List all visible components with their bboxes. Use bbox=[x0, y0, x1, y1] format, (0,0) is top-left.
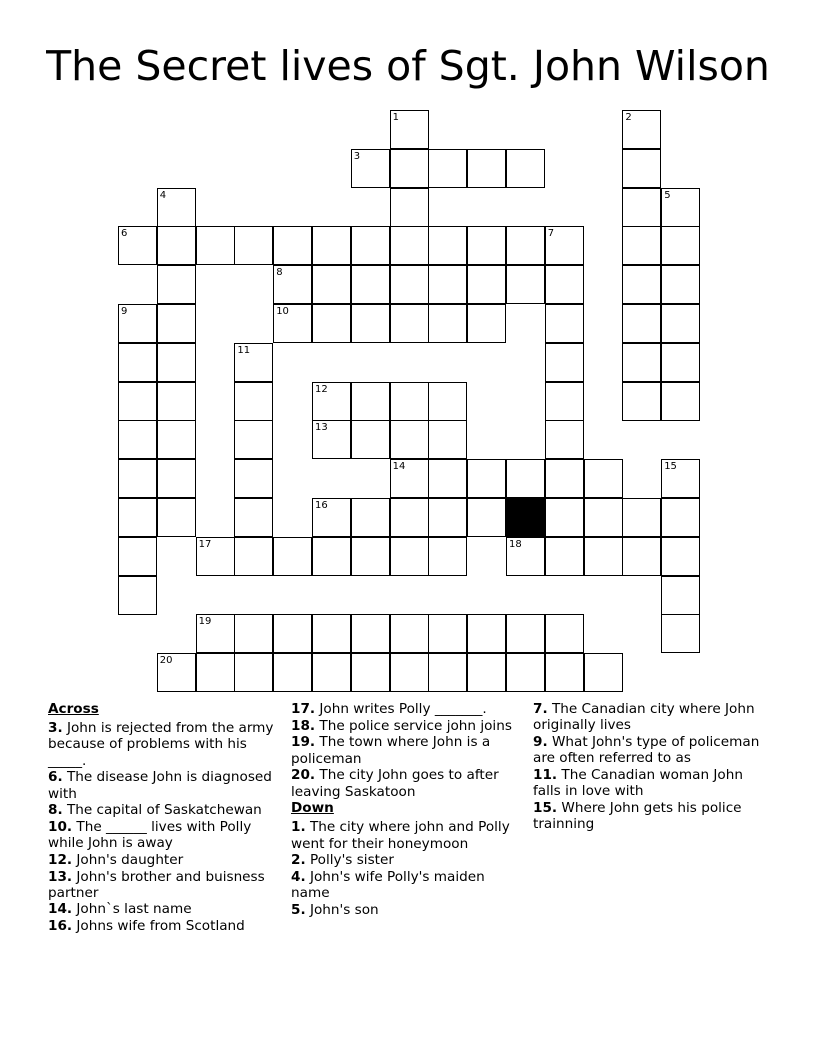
clue-number: 15 bbox=[664, 461, 677, 473]
crossword-cell[interactable] bbox=[157, 459, 196, 498]
crossword-cell[interactable] bbox=[506, 265, 545, 304]
clue-item bbox=[48, 901, 284, 917]
crossword-cell[interactable] bbox=[506, 459, 545, 498]
clue-item-text: The Canadian woman John falls in love with bbox=[533, 766, 743, 800]
crossword-cell[interactable] bbox=[196, 537, 235, 576]
crossword-cell[interactable] bbox=[545, 653, 584, 692]
crossword-cell[interactable] bbox=[196, 653, 235, 692]
crossword-cell[interactable] bbox=[390, 420, 429, 459]
crossword-cell[interactable] bbox=[118, 537, 157, 576]
clue-item-number: 5. bbox=[291, 901, 306, 918]
clue-item bbox=[291, 718, 527, 734]
clue-item-text: The disease John is diagnosed with bbox=[48, 769, 272, 802]
clue-item bbox=[291, 902, 527, 918]
crossword-cell[interactable] bbox=[622, 304, 661, 343]
clue-item-number: 6. bbox=[48, 769, 63, 786]
crossword-cell[interactable] bbox=[390, 614, 429, 653]
clue-item-number: 15. bbox=[533, 799, 558, 816]
crossword-cell[interactable] bbox=[390, 459, 429, 498]
clue-number: 19 bbox=[198, 616, 212, 628]
clue-item-text: The city where john and Polly went for their honeymoon bbox=[291, 819, 510, 852]
clue-item bbox=[48, 720, 284, 769]
crossword-cell[interactable] bbox=[545, 382, 584, 421]
crossword-cell[interactable] bbox=[545, 226, 584, 265]
clue-item-number: 9. bbox=[533, 733, 548, 750]
crossword-cell[interactable] bbox=[234, 537, 273, 576]
crossword-cell[interactable] bbox=[390, 537, 429, 576]
crossword-cell[interactable] bbox=[467, 614, 506, 653]
crossword-cell[interactable] bbox=[157, 304, 196, 343]
crossword-cell[interactable] bbox=[157, 653, 196, 692]
clue-item-number: 8. bbox=[48, 802, 63, 819]
crossword-cell[interactable] bbox=[351, 420, 390, 459]
crossword-cell[interactable] bbox=[584, 459, 623, 498]
clue-section-header: Across bbox=[48, 701, 99, 717]
crossword-cell[interactable] bbox=[661, 226, 700, 265]
clue-item-number: 2. bbox=[291, 852, 306, 869]
clue-number: 10 bbox=[276, 306, 289, 317]
clue-item bbox=[48, 852, 284, 868]
clue-column-3 bbox=[533, 701, 769, 833]
clue-item bbox=[533, 800, 769, 832]
crossword-cell[interactable] bbox=[545, 614, 584, 653]
crossword-cell[interactable] bbox=[467, 459, 506, 498]
clue-number: 14 bbox=[392, 461, 406, 473]
crossword-cell[interactable] bbox=[622, 537, 661, 576]
clue-item-text: What John's type of policeman are often referred to as bbox=[533, 733, 760, 767]
clue-item-number: 12. bbox=[48, 851, 73, 868]
crossword-cell[interactable] bbox=[467, 149, 506, 188]
crossword-cell[interactable] bbox=[312, 265, 351, 304]
clue-item bbox=[48, 918, 284, 934]
clue-item bbox=[48, 869, 284, 901]
crossword-cell[interactable] bbox=[428, 382, 467, 421]
clue-item bbox=[291, 819, 527, 851]
crossword-cell[interactable] bbox=[661, 382, 700, 421]
crossword-cell[interactable] bbox=[661, 188, 700, 227]
crossword-cell[interactable] bbox=[234, 420, 273, 459]
clue-item-number: 7. bbox=[533, 701, 548, 717]
crossword-cell[interactable] bbox=[234, 226, 273, 265]
clue-item-text: John`s last name bbox=[72, 901, 192, 918]
crossword-cell[interactable] bbox=[234, 614, 273, 653]
clue-item-number: 19. bbox=[291, 734, 316, 751]
clue-item-number: 20. bbox=[291, 767, 316, 784]
clue-item-text: John's son bbox=[305, 901, 379, 918]
clue-number: 20 bbox=[159, 655, 173, 667]
clue-item-number: 18. bbox=[291, 717, 316, 734]
clue-item-number: 13. bbox=[48, 868, 73, 885]
clue-item bbox=[533, 701, 769, 733]
crossword-cell[interactable] bbox=[622, 343, 661, 382]
crossword-cell[interactable] bbox=[157, 226, 196, 265]
clue-number: 2 bbox=[625, 112, 632, 123]
clue-item bbox=[291, 734, 527, 766]
clue-item-number: 16. bbox=[48, 918, 73, 935]
clue-item-text: John's wife Polly's maiden name bbox=[291, 869, 485, 902]
crossword-cell[interactable] bbox=[622, 265, 661, 304]
clue-number: 8 bbox=[276, 267, 283, 279]
crossword-cell[interactable] bbox=[157, 498, 196, 537]
crossword-cell[interactable] bbox=[545, 343, 584, 382]
crossword-cell[interactable] bbox=[234, 459, 273, 498]
clue-number: 5 bbox=[664, 189, 671, 201]
crossword-cell[interactable] bbox=[428, 653, 467, 692]
crossword-cell[interactable] bbox=[584, 537, 623, 576]
crossword-cell[interactable] bbox=[428, 498, 467, 537]
page-title: The Secret lives of Sgt. John Wilson bbox=[46, 42, 770, 90]
crossword-cell[interactable] bbox=[312, 653, 351, 692]
crossword-cell[interactable] bbox=[312, 304, 351, 343]
clue-item bbox=[533, 767, 769, 799]
clue-number: 18 bbox=[509, 538, 522, 550]
clue-item-text: The city John goes to after leaving Saskatoon bbox=[291, 767, 499, 800]
crossword-cell[interactable] bbox=[584, 653, 623, 692]
crossword-cell[interactable] bbox=[661, 343, 700, 382]
crossword-cell[interactable] bbox=[661, 265, 700, 304]
clue-item-text: Polly's sister bbox=[305, 852, 394, 869]
crossword-cell[interactable] bbox=[661, 459, 700, 498]
crossword-cell[interactable] bbox=[506, 226, 545, 265]
clue-item-text: The police service john joins bbox=[315, 717, 512, 734]
crossword-cell[interactable] bbox=[584, 498, 623, 537]
crossword-cell[interactable] bbox=[622, 382, 661, 421]
clue-item bbox=[291, 767, 527, 799]
crossword-cell[interactable] bbox=[273, 537, 312, 576]
clue-number: 7 bbox=[547, 228, 555, 240]
crossword-cell[interactable] bbox=[351, 498, 390, 537]
crossword-cell[interactable] bbox=[390, 265, 429, 304]
crossword-cell[interactable] bbox=[428, 420, 467, 459]
crossword-cell[interactable] bbox=[661, 304, 700, 343]
crossword-cell[interactable] bbox=[273, 653, 312, 692]
clue-item-number: 4. bbox=[291, 869, 306, 886]
clue-number: 6 bbox=[121, 228, 128, 240]
crossword-cell[interactable] bbox=[312, 498, 351, 537]
clue-item-text: Where John gets his police trainning bbox=[533, 799, 742, 832]
crossword-cell[interactable] bbox=[545, 459, 584, 498]
crossword-cell[interactable] bbox=[390, 653, 429, 692]
clue-item-text: John's brother and buisness partner bbox=[48, 868, 265, 901]
crossword-cell[interactable] bbox=[118, 420, 157, 459]
crossword-cell[interactable] bbox=[157, 343, 196, 382]
crossword-cell[interactable] bbox=[351, 382, 390, 421]
crossword-cell[interactable] bbox=[622, 498, 661, 537]
crossword-cell[interactable] bbox=[545, 537, 584, 576]
crossword-cell[interactable] bbox=[390, 226, 429, 265]
crossword-cell[interactable] bbox=[661, 498, 700, 537]
clue-item bbox=[533, 734, 769, 766]
clue-item-text: The ______ lives with Polly while John is away bbox=[48, 818, 252, 852]
crossword-cell[interactable] bbox=[312, 226, 351, 265]
crossword-cell[interactable] bbox=[428, 614, 467, 653]
crossword-cell[interactable] bbox=[428, 226, 467, 265]
crossword-cell[interactable] bbox=[467, 304, 506, 343]
crossword-cell[interactable] bbox=[351, 614, 390, 653]
crossword-cell[interactable] bbox=[118, 576, 157, 615]
clue-item-number: 11. bbox=[533, 766, 558, 783]
crossword-cell[interactable] bbox=[273, 304, 312, 343]
crossword-cell[interactable] bbox=[196, 614, 235, 653]
clue-item-text: John is rejected from the army because of problems with his _____. bbox=[48, 720, 274, 769]
crossword-cell[interactable] bbox=[428, 459, 467, 498]
clue-item-text: John writes Polly _______. bbox=[315, 701, 487, 717]
crossword-cell[interactable] bbox=[234, 498, 273, 537]
crossword-cell[interactable] bbox=[506, 537, 545, 576]
crossword-cell[interactable] bbox=[428, 304, 467, 343]
crossword-cell[interactable] bbox=[234, 653, 273, 692]
clue-item bbox=[48, 819, 284, 851]
crossword-cell[interactable] bbox=[506, 653, 545, 692]
crossword-cell[interactable] bbox=[467, 498, 506, 537]
clue-item-number: 17. bbox=[291, 701, 316, 717]
crossword-cell[interactable] bbox=[428, 265, 467, 304]
crossword-cell[interactable] bbox=[390, 188, 429, 227]
crossword-cell[interactable] bbox=[390, 110, 429, 149]
crossword-cell[interactable] bbox=[351, 537, 390, 576]
crossword-cell[interactable] bbox=[467, 265, 506, 304]
clue-number: 17 bbox=[198, 538, 212, 550]
crossword-cell[interactable] bbox=[622, 226, 661, 265]
clue-number: 4 bbox=[159, 189, 167, 201]
crossword-cell[interactable] bbox=[351, 265, 390, 304]
crossword-cell[interactable] bbox=[118, 343, 157, 382]
clue-number: 9 bbox=[121, 306, 128, 317]
crossword-cell[interactable] bbox=[661, 537, 700, 576]
crossword-cell[interactable] bbox=[118, 459, 157, 498]
crossword-cell[interactable] bbox=[312, 420, 351, 459]
crossword-cell[interactable] bbox=[390, 498, 429, 537]
clue-number: 11 bbox=[237, 344, 251, 356]
clue-item-number: 10. bbox=[48, 818, 73, 835]
crossword-cell[interactable] bbox=[622, 110, 661, 149]
crossword-cell[interactable] bbox=[506, 149, 545, 188]
clue-item bbox=[291, 869, 527, 901]
crossword-cell[interactable] bbox=[234, 382, 273, 421]
crossword-cell[interactable] bbox=[312, 537, 351, 576]
crossword-cell[interactable] bbox=[273, 614, 312, 653]
crossword-cell[interactable] bbox=[157, 188, 196, 227]
clue-item bbox=[48, 802, 284, 818]
crossword-cell[interactable] bbox=[118, 226, 157, 265]
crossword-cell[interactable] bbox=[661, 614, 700, 653]
clue-item bbox=[48, 769, 284, 801]
crossword-cell[interactable] bbox=[622, 188, 661, 227]
crossword-cell[interactable] bbox=[351, 304, 390, 343]
clue-number: 16 bbox=[315, 500, 328, 511]
clue-number: 1 bbox=[392, 112, 399, 123]
clue-item-text: The town where John is a policeman bbox=[291, 734, 491, 767]
crossword-cell[interactable] bbox=[351, 226, 390, 265]
crossword-cell[interactable] bbox=[545, 498, 584, 537]
clue-number: 13 bbox=[315, 422, 328, 434]
crossword-cell[interactable] bbox=[157, 420, 196, 459]
clue-item bbox=[291, 701, 527, 717]
crossword-cell[interactable] bbox=[351, 149, 390, 188]
clue-item-text: The capital of Saskatchewan bbox=[62, 802, 262, 819]
clue-item-text: John's daughter bbox=[72, 851, 184, 868]
clue-number: 3 bbox=[353, 150, 361, 162]
crossword-cell[interactable] bbox=[622, 149, 661, 188]
crossword-cell[interactable] bbox=[234, 343, 273, 382]
crossword-cell[interactable] bbox=[506, 614, 545, 653]
clue-item-text: Johns wife from Scotland bbox=[72, 918, 245, 935]
crossword-cell[interactable] bbox=[273, 226, 312, 265]
crossword-cell[interactable] bbox=[428, 149, 467, 188]
clue-column-2 bbox=[291, 701, 527, 919]
clue-item-text: The Canadian city where John originally lives bbox=[533, 701, 755, 734]
crossword-cell[interactable] bbox=[467, 226, 506, 265]
crossword-cell[interactable] bbox=[545, 265, 584, 304]
crossword-cell[interactable] bbox=[390, 304, 429, 343]
crossword-cell[interactable] bbox=[390, 149, 429, 188]
crossword-black-cell bbox=[506, 498, 545, 537]
crossword-cell[interactable] bbox=[157, 265, 196, 304]
crossword-cell[interactable] bbox=[118, 498, 157, 537]
clue-item-number: 1. bbox=[291, 819, 306, 836]
crossword-cell[interactable] bbox=[545, 420, 584, 459]
crossword-cell[interactable] bbox=[428, 537, 467, 576]
crossword-cell[interactable] bbox=[312, 382, 351, 421]
crossword-cell[interactable] bbox=[545, 304, 584, 343]
clue-item-number: 3. bbox=[48, 720, 63, 737]
clue-item bbox=[291, 852, 527, 868]
crossword-cell[interactable] bbox=[157, 382, 196, 421]
crossword-cell[interactable] bbox=[312, 614, 351, 653]
crossword-cell[interactable] bbox=[390, 382, 429, 421]
crossword-cell[interactable] bbox=[118, 382, 157, 421]
crossword-cell[interactable] bbox=[196, 226, 235, 265]
crossword-cell[interactable] bbox=[661, 576, 700, 615]
clue-number: 12 bbox=[315, 383, 328, 395]
crossword-cell[interactable] bbox=[467, 653, 506, 692]
clue-column-1 bbox=[48, 701, 284, 935]
crossword-cell[interactable] bbox=[351, 653, 390, 692]
clue-item-number: 14. bbox=[48, 901, 73, 918]
crossword-cell[interactable] bbox=[118, 304, 157, 343]
crossword-cell[interactable] bbox=[273, 265, 312, 304]
clue-section-header: Down bbox=[291, 800, 334, 817]
